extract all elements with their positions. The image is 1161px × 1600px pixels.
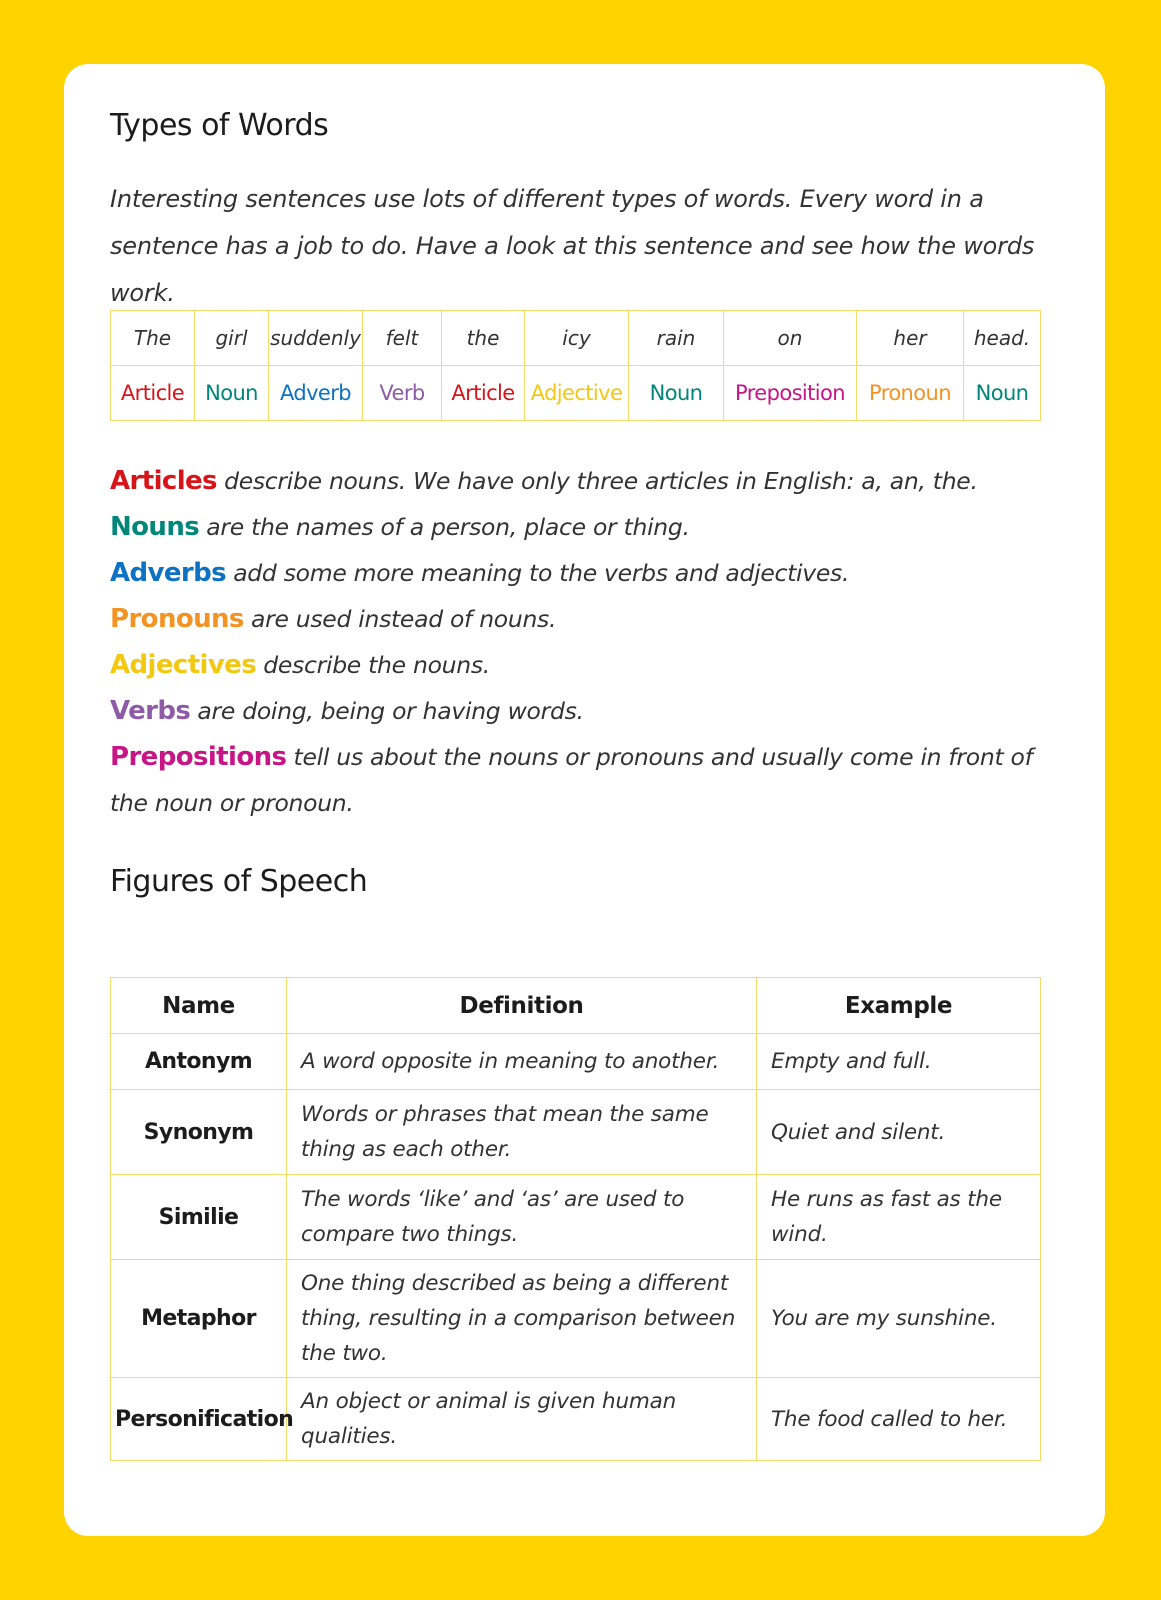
definition-term: Articles — [110, 466, 217, 496]
intro-paragraph: Interesting sentences use lots of different types of words. Every word in a sentence has a job to do. Have a look at this sentence and see how the words work. — [110, 185, 1035, 307]
definition-text: describe nouns. We have only three articles in English: a, an, the. — [216, 467, 978, 495]
definition-term: Adverbs — [110, 558, 227, 588]
definition-text: add some more meaning to the verbs and adjectives. — [226, 559, 850, 587]
figure-definition: Words or phrases that mean the same thing as each other. — [287, 1090, 757, 1175]
figure-definition: One thing described as being a different thing, resulting in a comparison between the two. — [287, 1260, 757, 1378]
word-type-label: Article — [442, 366, 525, 421]
column-header-name: Name — [111, 978, 287, 1034]
word-type-label: Adjective — [525, 366, 629, 421]
table-row — [111, 1175, 1041, 1260]
sentence-word: the — [442, 311, 525, 366]
column-header-example: Example — [757, 978, 1041, 1034]
figure-definition: The words ‘like’ and ‘as’ are used to compare two things. — [287, 1175, 757, 1260]
figure-definition: A word opposite in meaning to another. — [287, 1034, 757, 1090]
definition-text: are the names of a person, place or thing. — [199, 513, 690, 541]
definition-text: tell us about the nouns or pronouns and usually come in front of the noun or pronoun. — [110, 743, 1033, 817]
sentence-word: head. — [964, 311, 1041, 366]
sentence-word: on — [724, 311, 857, 366]
table-row — [111, 1260, 1041, 1378]
word-type-label: Verb — [363, 366, 442, 421]
sentence-word: her — [857, 311, 964, 366]
figure-example: You are my sunshine. — [757, 1260, 1041, 1378]
definition-text: are doing, being or having words. — [190, 697, 584, 725]
word-type-label: Noun — [964, 366, 1041, 421]
word-type-label: Noun — [195, 366, 269, 421]
definition-item — [110, 688, 1040, 734]
definition-term: Nouns — [110, 512, 200, 542]
table-row — [111, 1090, 1041, 1175]
types-of-words-heading: Types of Words — [110, 108, 329, 143]
word-type-label: Article — [111, 366, 195, 421]
sentence-word: girl — [195, 311, 269, 366]
sentence-word: rain — [629, 311, 724, 366]
word-type-definitions — [110, 458, 1040, 826]
figure-name: Similie — [111, 1175, 287, 1260]
sentence-word: icy — [525, 311, 629, 366]
figure-name: Synonym — [111, 1090, 287, 1175]
word-type-label: Pronoun — [857, 366, 964, 421]
definition-term: Adjectives — [110, 650, 257, 680]
figures-of-speech-table — [110, 977, 1041, 1461]
definition-item — [110, 458, 1040, 504]
definition-term: Prepositions — [110, 742, 287, 772]
definition-item — [110, 504, 1040, 550]
figure-name: Personification — [111, 1378, 287, 1461]
figure-name: Metaphor — [111, 1260, 287, 1378]
figure-example: Quiet and silent. — [757, 1090, 1041, 1175]
word-type-label: Adverb — [269, 366, 363, 421]
word-type-label: Noun — [629, 366, 724, 421]
figure-definition: An object or animal is given human qualities. — [287, 1378, 757, 1461]
definition-item — [110, 734, 1040, 826]
definition-term: Verbs — [110, 696, 191, 726]
column-header-definition: Definition — [287, 978, 757, 1034]
figure-example: The food called to her. — [757, 1378, 1041, 1461]
table-header-row — [111, 978, 1041, 1034]
word-types-row — [111, 366, 1041, 421]
word-type-label: Preposition — [724, 366, 857, 421]
table-row — [111, 1034, 1041, 1090]
figures-of-speech-heading: Figures of Speech — [110, 864, 368, 899]
sentence-word: The — [111, 311, 195, 366]
table-row — [111, 1378, 1041, 1461]
definition-item — [110, 550, 1040, 596]
definition-text: are used instead of nouns. — [243, 605, 557, 633]
sentence-words-row — [111, 311, 1041, 366]
definition-term: Pronouns — [110, 604, 244, 634]
figure-name: Antonym — [111, 1034, 287, 1090]
definition-item — [110, 596, 1040, 642]
sentence-word: felt — [363, 311, 442, 366]
definition-item — [110, 642, 1040, 688]
definition-text: describe the nouns. — [256, 651, 490, 679]
figure-example: He runs as fast as the wind. — [757, 1175, 1041, 1260]
figure-example: Empty and full. — [757, 1034, 1041, 1090]
content-card — [64, 64, 1105, 1536]
sentence-word: suddenly — [269, 311, 363, 366]
sentence-breakdown-table — [110, 310, 1041, 421]
